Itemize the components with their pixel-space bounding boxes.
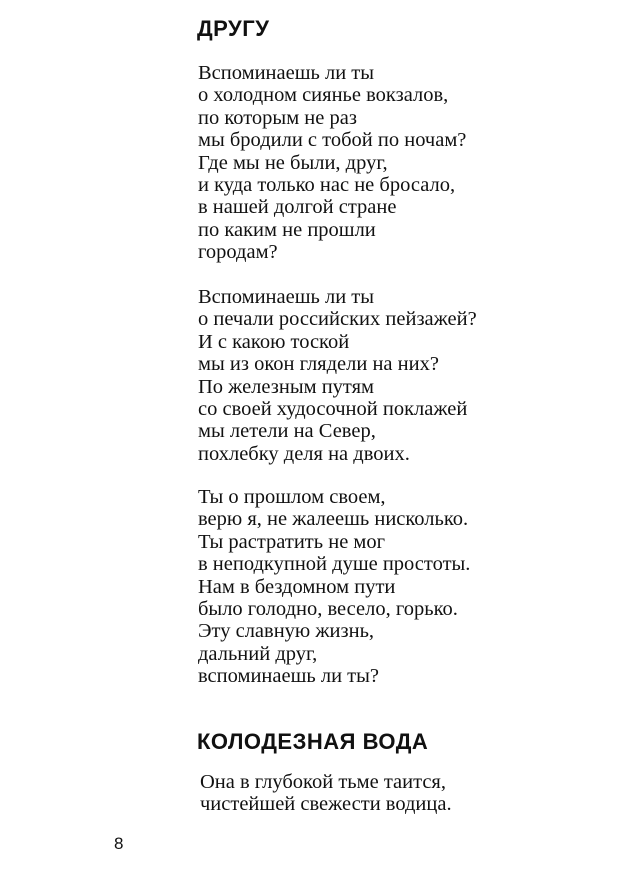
poem-line: похлебку деля на двоих.	[198, 442, 410, 465]
poem-line: Ты растратить не мог	[198, 530, 386, 553]
poem-line: городам?	[198, 241, 278, 264]
poem-line: о печали российских пейзажей?	[198, 308, 477, 331]
poem-line: Вспоминаешь ли ты	[198, 286, 375, 308]
stanza-2	[198, 286, 477, 465]
poem-line: Нам в бездомном пути	[198, 575, 396, 598]
poem-line: чистейшей свежести водица.	[200, 793, 452, 816]
stanza-4	[200, 771, 452, 816]
poem-title-drugu: ДРУГУ	[197, 16, 270, 41]
poem-line: в нашей долгой стране	[198, 196, 397, 219]
poem-title-kolodeznaya-voda: КОЛОДЕЗНАЯ ВОДА	[197, 729, 429, 754]
poem-line: по каким не прошли	[198, 218, 376, 241]
poem-line: было голодно, весело, горько.	[198, 598, 458, 621]
poem-line: о холодном сиянье вокзалов,	[198, 84, 449, 107]
poem-line: Ты о прошлом своем,	[198, 486, 386, 508]
poem-line: Эту славную жизнь,	[198, 620, 375, 643]
poem-line: Где мы не были, друг,	[198, 151, 388, 174]
poem-line: мы из окон глядели на них?	[198, 353, 439, 376]
stanza-3	[198, 486, 470, 688]
poem-line: вспоминаешь ли ты?	[198, 665, 380, 688]
poem-line: И с какою тоской	[198, 330, 350, 353]
poem-line: со своей худосочной поклажей	[198, 398, 468, 421]
poem-line: мы летели на Север,	[198, 420, 376, 443]
poem-line: мы бродили с тобой по ночам?	[198, 129, 467, 152]
poem-line: в неподкупной душе простоты.	[198, 553, 471, 576]
poem-line: дальний друг,	[198, 642, 318, 665]
poem-line: верю я, не жалеешь нисколько.	[198, 508, 469, 531]
poem-line: Вспоминаешь ли ты	[198, 62, 375, 84]
poem-line: по которым не раз	[198, 106, 357, 129]
stanza-1	[198, 62, 466, 264]
poem-line: и куда только нас не бросало,	[198, 174, 456, 197]
poem-line: По железным путям	[198, 375, 375, 398]
page-number: 8	[114, 834, 124, 853]
poem-line: Она в глубокой тьме таится,	[200, 771, 446, 793]
